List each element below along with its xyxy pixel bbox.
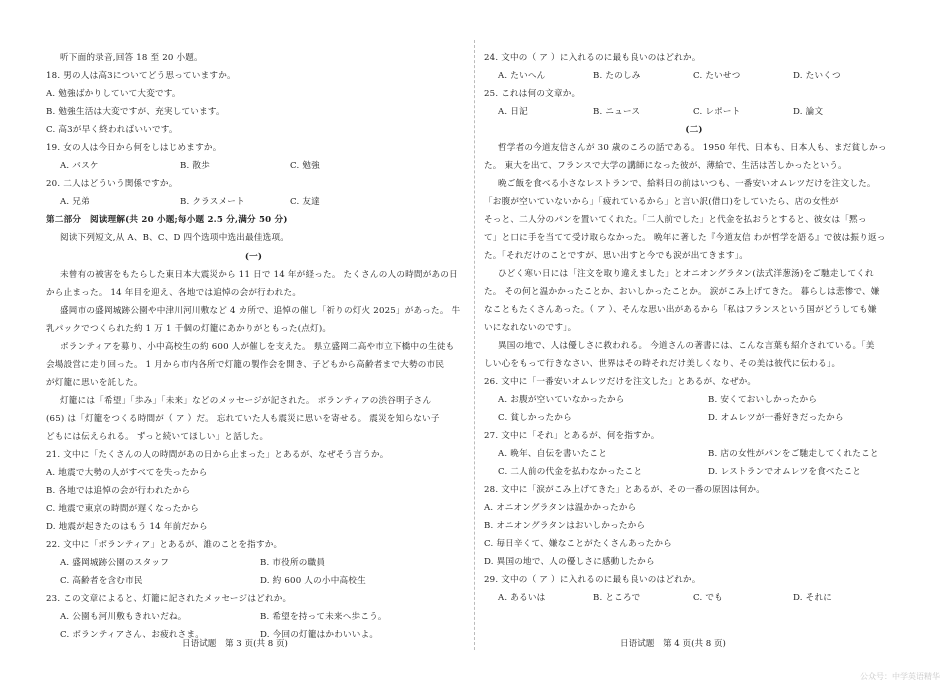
page4-option: B. 店の女性がパンをご馳走してくれたこと	[708, 449, 879, 459]
page-4-footer: 日语试题 第 4 页(共 8 页)	[620, 639, 726, 649]
page3-option: C. 友達	[290, 197, 320, 207]
page3-option: A. 公園も河川敷もきれいだね。	[60, 612, 187, 622]
page4-text-line: (二)	[685, 125, 703, 135]
page3-option: D. 約 600 人の小中高校生	[260, 576, 366, 586]
page3-option: C. 勉強	[290, 161, 320, 171]
page3-text-line: 19. 女の人は今日から何をしはじめますか。	[46, 143, 222, 153]
page3-text-line: 23. この文章によると、灯籠に記されたメッセージはどれか。	[46, 594, 292, 604]
page3-text-line: から止まった。 14 年目を迎え、各地では追悼の会が行われた。	[46, 288, 302, 298]
page4-option: B. 安くておいしかったから	[708, 395, 818, 405]
page4-text-line: て」と口に手を当てて受け取らなかった。 晩年に著した『今道友信 わが哲学を語る』で彼は振り返っ	[484, 233, 886, 243]
page3-option: C. ボランティアさん、お疲れさま。	[60, 630, 205, 640]
page3-option: B. 散歩	[180, 161, 210, 171]
page3-text-line: (一)	[244, 252, 263, 262]
page4-text-line: C. 毎日辛くて、嫌なことがたくさんあったから	[484, 539, 672, 549]
page4-option: D. 論文	[793, 107, 824, 117]
page4-option: B. たのしみ	[593, 71, 641, 81]
page4-text-line: D. 異国の地で、人の優しさに感動したから	[484, 557, 655, 567]
page3-text-line: 第二部分 阅读理解(共 20 小题;每小题 2.5 分,满分 50 分)	[46, 215, 288, 225]
page4-text-line: ひどく寒い日には「注文を取り違えました」とオニオングラタン(法式洋葱汤)をご馳走してくれ	[498, 269, 874, 279]
page4-option: D. それに	[793, 593, 833, 603]
page3-text-line: 未曾有の被害をもたらした東日本大震災から 11 日で 14 年が経った。 たくさんの人の時間があの日	[60, 270, 458, 280]
page3-option: D. 今回の灯籠はかわいいよ。	[260, 630, 379, 640]
page3-option: B. 希望を持って未来へ歩こう。	[260, 612, 387, 622]
page4-text-line: しい心をもって行きなさい、世界はその時それだけ美しくなり、その美は彼代に伝わる」。	[484, 359, 841, 369]
page3-text-line: どもには伝えられる。 ずっと続いてほしい」と話した。	[46, 432, 269, 442]
page4-text-line: なこともたくさんあった。（ ア ）、そんな思い出があるから「私はフランスという国がどうしても嫌	[484, 305, 877, 315]
page4-text-line: 26. 文中に「一番安いオムレツだけを注文した」とあるが、なぜか。	[484, 377, 757, 387]
page3-text-line: 盛岡市の盛岡城跡公園や中津川河川敷など 4 カ所で、追悼の催し「祈りの灯火 2025」があった。 牛	[60, 306, 461, 316]
page4-option: A. 日記	[498, 107, 528, 117]
page4-option: C. でも	[693, 593, 723, 603]
page3-text-line: 会場設営に走り回った。 1 月から市内各所で灯籠の製作会を開き、子どもから高齢者まで大勢の市民	[46, 360, 445, 370]
page4-text-line: A. オニオングラタンは温かかったから	[484, 503, 637, 513]
page-3-footer: 日语试题 第 3 页(共 8 页)	[182, 639, 288, 649]
page3-option: A. 盛岡城跡公園のスタッフ	[60, 558, 170, 568]
page3-text-line: B. 各地では追悼の会が行われたから	[46, 486, 191, 496]
page3-text-line: C. 高3が早く終わればいいです。	[46, 125, 178, 135]
page3-text-line: 听下面的录音,回答 18 至 20 小题。	[60, 53, 203, 63]
page3-option: C. 高齢者を含む市民	[60, 576, 143, 586]
page4-text-line: た。「それだけのことですが、思い出すと今でも涙が出てきます」。	[484, 251, 749, 261]
page3-option: A. 兄弟	[60, 197, 90, 207]
page4-text-line: 27. 文中に「それ」とあるが、何を指すか。	[484, 431, 660, 441]
page3-text-line: B. 勉強生活は大変ですが、充実しています。	[46, 107, 225, 117]
watermark: 公众号：中学英语精华	[860, 672, 940, 681]
page4-text-line: た。 東大を出て、フランスで大学の講師になった彼が、薄給で、生活は苦しかったという。	[484, 161, 847, 171]
page4-text-line: いになれないのです」。	[484, 323, 577, 333]
page3-option: B. 市役所の職員	[260, 558, 326, 568]
page3-option: A. バスケ	[60, 161, 99, 171]
page4-text-line: 24. 文中の（ ア ）に入れるのに最も良いのはどれか。	[484, 53, 701, 63]
page4-option: C. 二人前の代金を払わなかったこと	[498, 467, 643, 477]
page3-text-line: A. 勉強ばかりしていて大変です。	[46, 89, 181, 99]
page4-text-line: 晩ご飯を食べる小さなレストランで、給料日の前はいつも、一番安いオムレツだけを注文した。	[498, 179, 876, 189]
page4-text-line: 29. 文中の（ ア ）に入れるのに最も良いのはどれか。	[484, 575, 701, 585]
page4-option: C. たいせつ	[693, 71, 741, 81]
page4-option: A. 晩年、自伝を書いたこと	[498, 449, 608, 459]
page4-text-line: B. オニオングラタンはおいしかったから	[484, 521, 646, 531]
page4-option: D. レストランでオムレツを食べたこと	[708, 467, 862, 477]
page3-text-line: ボランティアを募り、小中高校生の約 600 人が催しを支えた。 県立盛岡二高や市立下橋中の生徒も	[60, 342, 455, 352]
page3-text-line: D. 地震が起きたのはもう 14 年前だから	[46, 522, 208, 532]
page3-text-line: 阅读下列短文,从 A、B、C、D 四个选项中选出最佳选项。	[60, 233, 290, 243]
page4-text-line: た。 その何と温かかったことか、おいしかったことか。 涙がこみ上げてきた。 暮らしは悲惨で、嫌	[484, 287, 880, 297]
page3-text-line: 22. 文中に「ボランティア」とあるが、誰のことを指すか。	[46, 540, 283, 550]
page3-text-line: 20. 二人はどういう関係ですか。	[46, 179, 178, 189]
page3-text-line: C. 地震で東京の時間が遅くなったから	[46, 504, 200, 514]
page4-option: A. あるいは	[498, 593, 546, 603]
page4-option: B. ニュース	[593, 107, 641, 117]
page4-option: D. たいくつ	[793, 71, 841, 81]
page4-text-line: 25. これは何の文章か。	[484, 89, 581, 99]
page4-option: B. ところで	[593, 593, 641, 603]
page4-option: A. お腹が空いていなかったから	[498, 395, 625, 405]
page4-option: C. 貧しかったから	[498, 413, 572, 423]
page4-option: D. オムレツが一番好きだったから	[708, 413, 844, 423]
page4-text-line: そっと、二人分のパンを置いてくれた。「二人前でした」と代金を払おうとすると、彼女は「黙っ	[484, 215, 867, 225]
page4-text-line: 哲学者の今道友信さんが 30 歳のころの話である。 1950 年代、日本も、日本人も、まだ貧しかっ	[498, 143, 887, 153]
page4-text-line: 異国の地で、人は優しさに救われる。 今道さんの著書には、こんな言葉も紹介されている。「美	[498, 341, 875, 351]
page3-option: B. クラスメート	[180, 197, 245, 207]
page3-text-line: A. 地震で大勢の人がすべてを失ったから	[46, 468, 208, 478]
page3-text-line: 灯籠には「希望」「歩み」「未来」などのメッセージが記された。 ボランティアの渋谷明子さん	[60, 396, 432, 406]
page3-text-line: (65) は「灯籠をつくる時間が（ ア ）だ。 忘れていた人も震災に思いを寄せる。 震災を知らない子	[46, 414, 440, 424]
page4-text-line: 28. 文中に「涙がこみ上げてきた」とあるが、その一番の原因は何か。	[484, 485, 766, 495]
page3-text-line: 乳パックでつくられた約 1 万 1 千個の灯籠にあかりがともった(点灯)。	[46, 324, 332, 334]
page3-text-line: 21. 文中に「たくさんの人の時間があの日から止まった」とあるが、なぜそう言うか。	[46, 450, 389, 460]
page4-option: A. たいへん	[498, 71, 546, 81]
page4-option: C. レポート	[693, 107, 741, 117]
page3-text-line: 18. 男の人は高3についてどう思っていますか。	[46, 71, 236, 81]
page4-text-line: 「お腹が空いていないから」「疲れているから」と言い訳(借口)をしていたら、店の女性が	[484, 197, 839, 207]
page3-text-line: が灯籠に思いを託した。	[46, 378, 143, 388]
